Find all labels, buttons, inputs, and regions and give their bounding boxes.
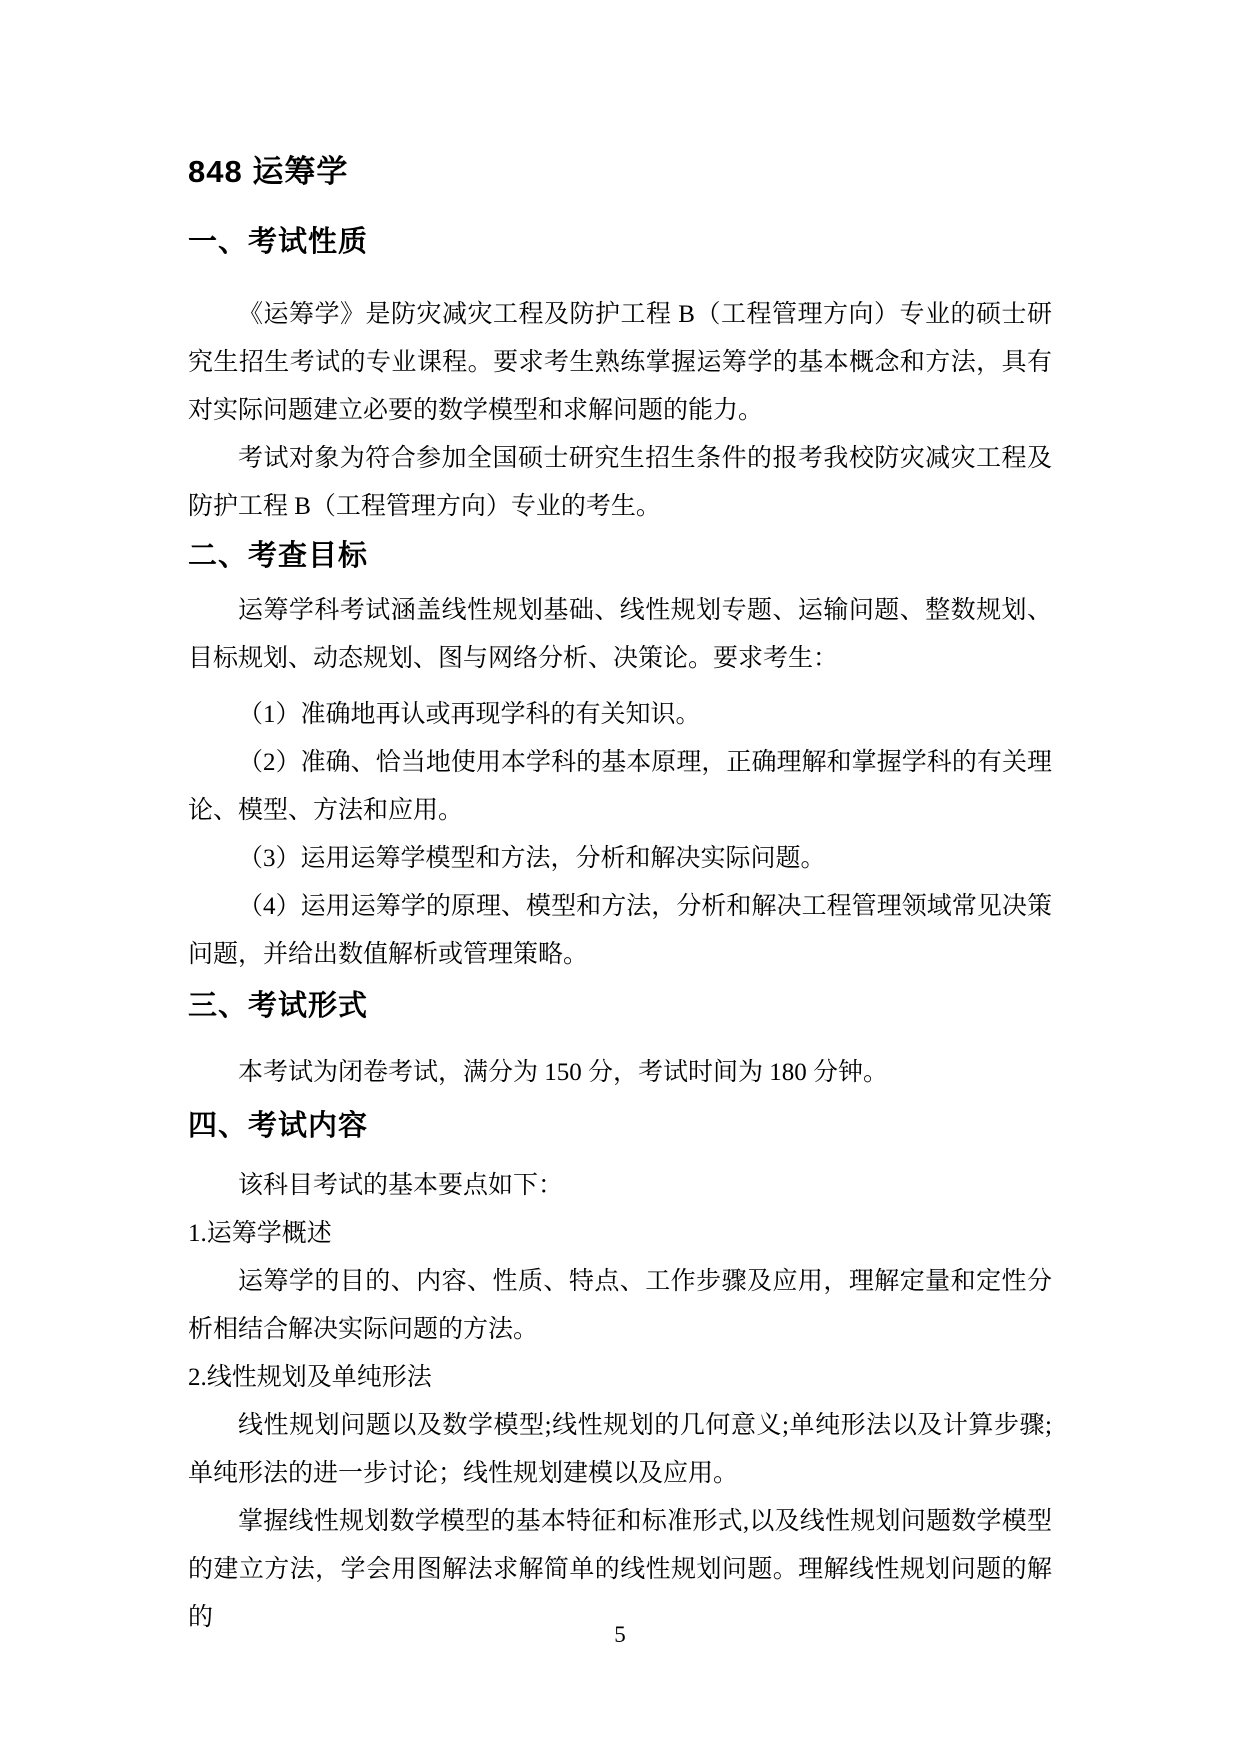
paragraph: 该科目考试的基本要点如下： — [238, 1172, 564, 1199]
doc-title: 848 运筹学 — [188, 154, 349, 189]
list-item: （2）准确、恰当地使用本学科的基本原理，正确理解和掌握学科的有关理论、模型、方法和应用。 — [188, 749, 1052, 824]
list-item: （4）运用运筹学的原理、模型和方法，分析和解决工程管理领域常见决策问题，并给出数值解析或管理策略。 — [188, 893, 1052, 968]
section-exam-format — [188, 984, 1052, 1097]
section-exam-objectives — [188, 534, 1052, 979]
section-exam-nature — [188, 220, 1052, 531]
paragraph: 运筹学科考试涵盖线性规划基础、线性规划专题、运输问题、整数规划、目标规划、动态规划、图与网络分析、决策论。要求考生： — [188, 597, 1052, 672]
paragraph: 本考试为闭卷考试，满分为 150 分，考试时间为 180 分钟。 — [238, 1059, 889, 1086]
paragraph: 考试对象为符合参加全国硕士研究生招生条件的报考我校防灾减灾工程及防护工程 B（工程管理方向）专业的考生。 — [188, 445, 1052, 520]
subsection-title: 1.运筹学概述 — [188, 1220, 332, 1247]
list-item: （1）准确地再认或再现学科的有关知识。 — [238, 701, 701, 728]
paragraph: 线性规划问题以及数学模型;线性规划的几何意义;单纯形法以及计算步骤;单纯形法的进一步讨论；线性规划建模以及应用。 — [188, 1412, 1052, 1487]
paragraph: 《运筹学》是防灾减灾工程及防护工程 B（工程管理方向）专业的硕士研究生招生考试的专业课程。要求考生熟练掌握运筹学的基本概念和方法，具有对实际问题建立必要的数学模型和求解问题的能力。 — [188, 301, 1052, 424]
section-heading-exam-content: 四、考试内容 — [188, 1110, 369, 1142]
subsection-title: 2.线性规划及单纯形法 — [188, 1364, 432, 1391]
section-heading-exam-format: 三、考试形式 — [188, 990, 369, 1022]
page-number: 5 — [614, 1622, 626, 1647]
list-item: （3）运用运筹学模型和方法，分析和解决实际问题。 — [238, 845, 826, 872]
paragraph: 掌握线性规划数学模型的基本特征和标准形式,以及线性规划问题数学模型的建立方法，学会用图解法求解简单的线性规划问题。理解线性规划问题的解的 — [188, 1508, 1052, 1631]
section-heading-exam-objectives: 二、考查目标 — [188, 540, 369, 572]
section-exam-content — [188, 1104, 1052, 1642]
section-heading-exam-nature: 一、考试性质 — [188, 226, 369, 258]
paragraph: 运筹学的目的、内容、性质、特点、工作步骤及应用，理解定量和定性分析相结合解决实际问题的方法。 — [188, 1268, 1052, 1343]
